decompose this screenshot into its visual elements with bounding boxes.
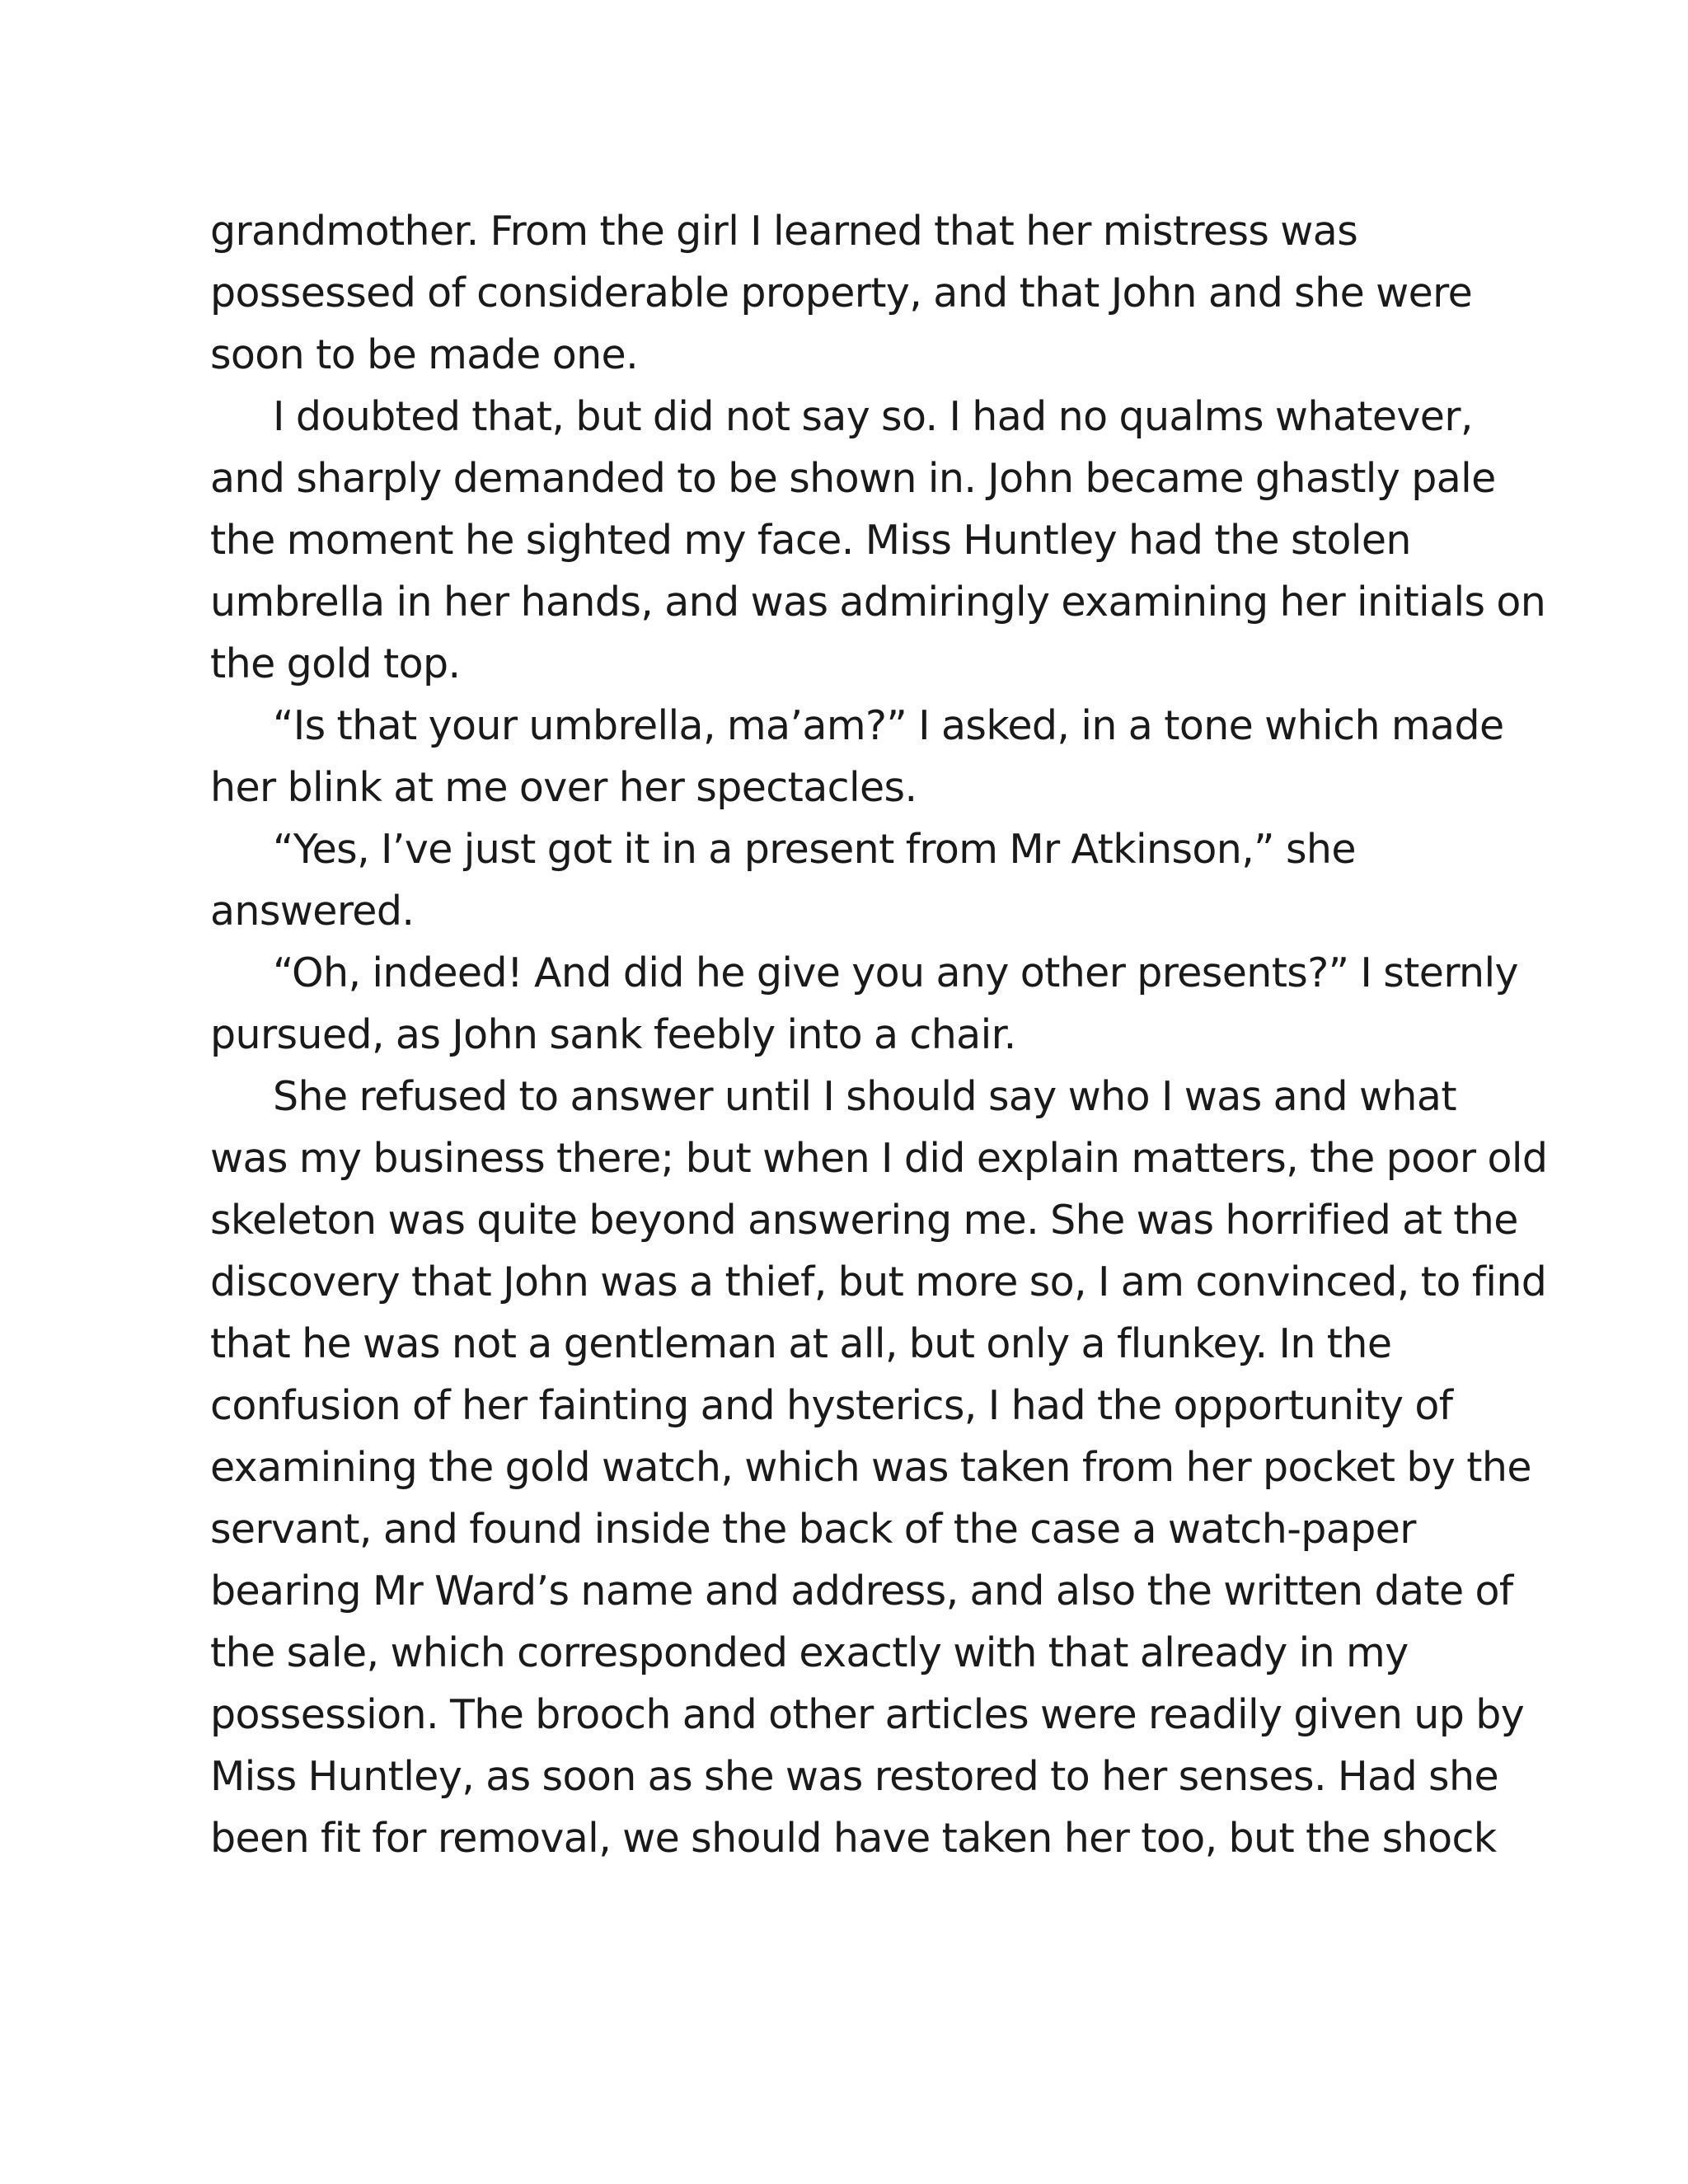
text-line: skeleton was quite beyond answering me. She was horrified at the: [210, 1197, 1518, 1244]
text-line: possessed of considerable property, and that John and she were: [210, 269, 1473, 316]
text-line: examining the gold watch, which was taken from her pocket by the: [210, 1444, 1531, 1491]
text-line: She refused to answer until I should say who I was and what: [273, 1073, 1456, 1120]
text-line: been fit for removal, we should have taken her too, but the shock: [210, 1815, 1497, 1862]
text-line: Miss Huntley, as soon as she was restored to her senses. Had she: [210, 1753, 1498, 1800]
paragraph-5: [210, 942, 1518, 1066]
text-line: the sale, which corresponded exactly with that already in my: [210, 1629, 1409, 1676]
text-line: answered.: [210, 888, 415, 935]
text-line: that he was not a gentleman at all, but only a flunkey. In the: [210, 1320, 1392, 1367]
text-line: possession. The brooch and other articles were readily given up by: [210, 1691, 1525, 1738]
text-line: “Oh, indeed! And did he give you any other presents?” I sternly: [273, 949, 1518, 996]
document-page: [210, 200, 1548, 1869]
paragraph-4: [210, 818, 1496, 942]
text-line: servant, and found inside the back of the case a watch-paper: [210, 1506, 1416, 1553]
text-line: was my business there; but when I did explain matters, the poor old: [210, 1135, 1548, 1182]
text-line: bearing Mr Ward’s name and address, and also the written date of: [210, 1568, 1513, 1615]
paragraph-2: [210, 386, 1546, 695]
paragraph-3: [210, 695, 1504, 818]
text-line: grandmother. From the girl I learned that her mistress was: [210, 208, 1358, 255]
text-line: the moment he sighted my face. Miss Huntley had the stolen: [210, 517, 1411, 564]
text-line: and sharply demanded to be shown in. John became ghastly pale: [210, 455, 1496, 502]
paragraph-1: [210, 200, 1496, 386]
text-line: the gold top.: [210, 640, 461, 687]
paragraph-6: [210, 1066, 1548, 1869]
text-line: pursued, as John sank feebly into a chair.: [210, 1011, 1016, 1058]
text-line: “Yes, I’ve just got it in a present from Mr Atkinson,” she: [273, 826, 1356, 873]
text-line: her blink at me over her spectacles.: [210, 764, 917, 811]
text-line: soon to be made one.: [210, 331, 639, 378]
text-line: umbrella in her hands, and was admiringly examining her initials on: [210, 579, 1546, 626]
text-line: discovery that John was a thief, but more so, I am convinced, to find: [210, 1258, 1547, 1305]
text-line: confusion of her fainting and hysterics, I had the opportunity of: [210, 1382, 1453, 1429]
text-line: “Is that your umbrella, ma’am?” I asked, in a tone which made: [273, 702, 1504, 749]
text-line: I doubted that, but did not say so. I had no qualms whatever,: [273, 393, 1473, 440]
